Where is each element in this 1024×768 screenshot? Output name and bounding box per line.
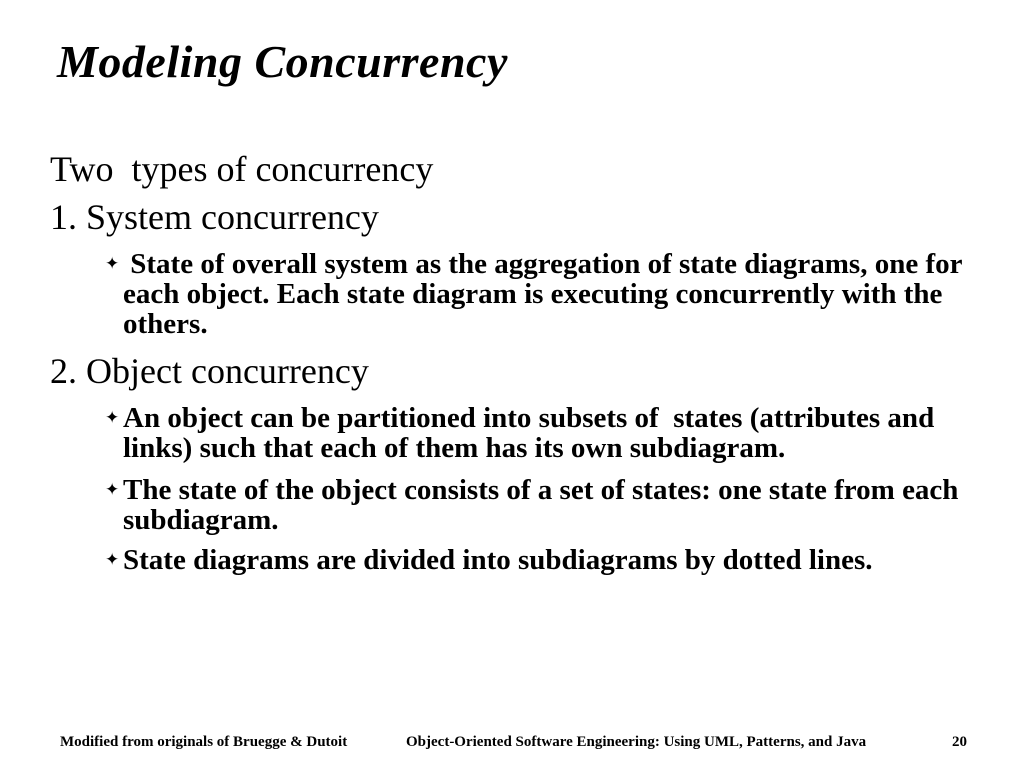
bullet-text-line: links) such that each of them has its own subdiagram. <box>123 432 786 464</box>
bullet-text-line: subdiagram. <box>123 504 279 536</box>
bullet-item-object-partition <box>50 403 980 463</box>
diamond-bullet-icon: ✦ <box>105 408 120 428</box>
slide-body <box>50 145 980 575</box>
slide-title: Modeling Concurrency <box>57 36 508 87</box>
body-heading-system-concurrency: 1. System concurrency <box>50 197 379 237</box>
bullet-text-line: An object can be partitioned into subsets of states (attributes and <box>123 402 935 434</box>
bullet-item-object-state-set <box>50 475 980 535</box>
bullet-item-dotted-lines <box>50 545 980 575</box>
diamond-bullet-icon: ✦ <box>105 550 120 570</box>
footer-attribution: Modified from originals of Bruegge & Dutoit <box>60 734 348 750</box>
bullet-text <box>123 403 980 463</box>
footer-page-number: 20 <box>952 734 967 750</box>
bullet-text <box>123 545 980 575</box>
bullet-text-line: each object. Each state diagram is executing concurrently with the <box>123 278 943 310</box>
bullet-item-system-state <box>50 249 980 339</box>
bullet-text <box>123 475 980 535</box>
diamond-bullet-icon: ✦ <box>105 254 120 274</box>
bullet-text-line: State of overall system as the aggregation of state diagrams, one for <box>123 248 963 280</box>
bullet-text <box>123 249 980 339</box>
slide-footer <box>0 732 1024 754</box>
body-heading-object-concurrency: 2. Object concurrency <box>50 351 369 391</box>
bullet-text-line: State diagrams are divided into subdiagrams by dotted lines. <box>123 544 873 576</box>
diamond-bullet-icon: ✦ <box>105 480 120 500</box>
footer-book-title: Object-Oriented Software Engineering: Using UML, Patterns, and Java <box>406 734 867 750</box>
bullet-text-line: others. <box>123 308 208 340</box>
body-heading-two-types: Two types of concurrency <box>50 149 434 189</box>
bullet-text-line: The state of the object consists of a set of states: one state from each <box>123 474 959 506</box>
